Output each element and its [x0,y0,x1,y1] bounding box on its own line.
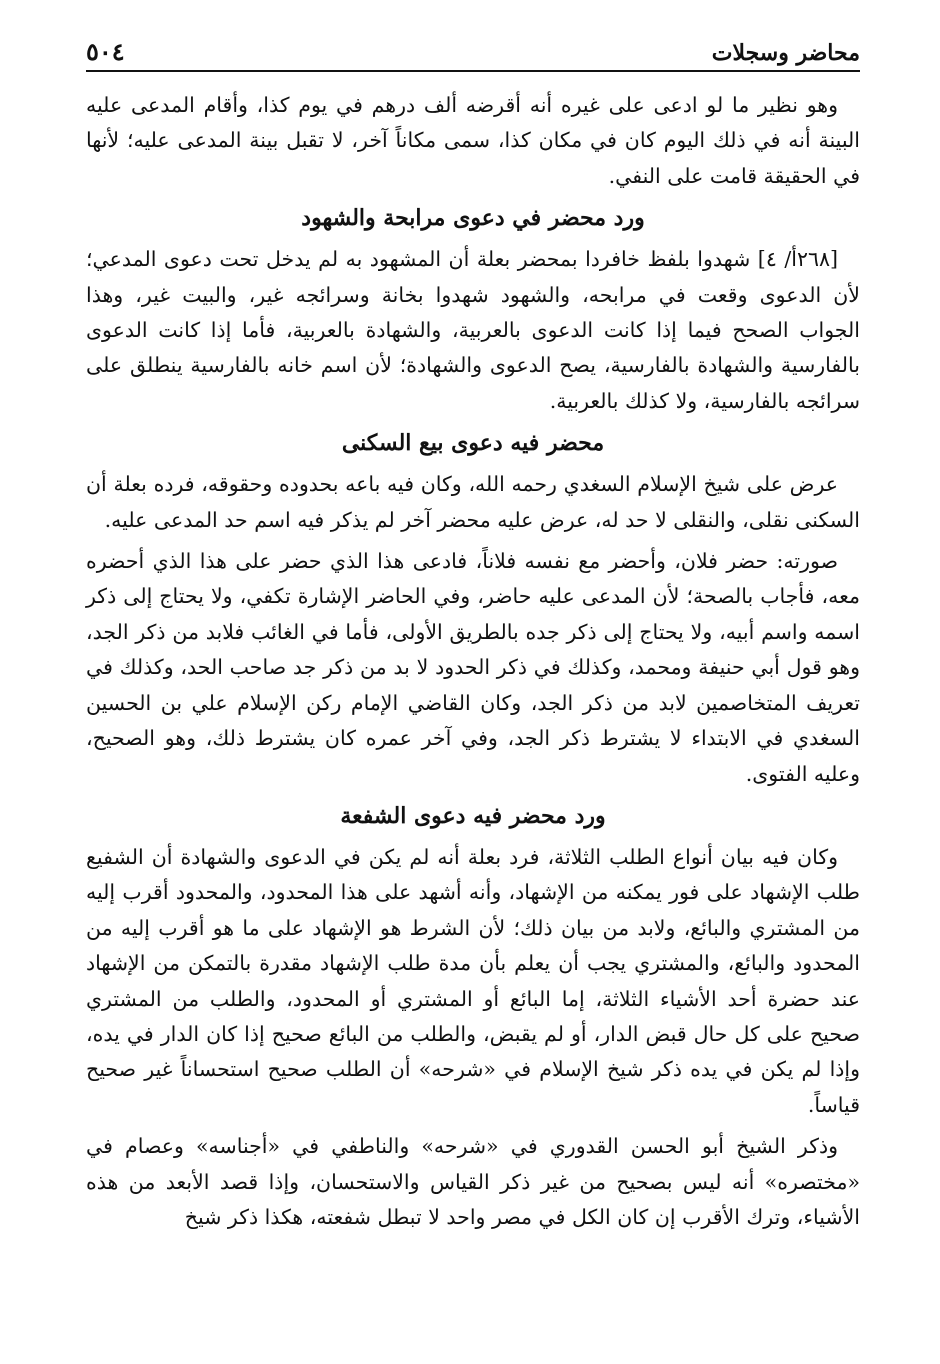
paragraph: وكان فيه بيان أنواع الطلب الثلاثة، فرد بعلة أنه لم يكن في الدعوى والشهادة أن الشفيع طلب الإشهاد على فور يمكنه من الإشهاد، وأنه أشهد على هذا المحدود، والمحدود أقرب إليه من المشتري والبائع، ولابد من بيان ذلك؛ لأن الشرط هو الإشهاد على ما هو أقرب إليه من المحدود والبائع، والمشتري يجب أن يعلم بأن مدة طلب الإشهاد مقدرة بالتمكن من الإشهاد عند حضرة أحد الأشياء الثلاثة، إما البائع أو المشتري أو المحدود، والطلب من المشتري صحيح على كل حال قبض الدار، أو لم يقبض، والطلب من البائع صحيح إذا كان الدار في يده، وإذا لم يكن في يده ذكر شيخ الإسلام في «شرحه» أن الطلب صحيح استحساناً غير صحيح قياساً. [86,844,860,1117]
page-number: ٥٠٤ [86,37,125,66]
paragraph: وهو نظير ما لو ادعى على غيره أنه أقرضه ألف درهم في يوم كذا، وأقام المدعى عليه البينة أنه في ذلك اليوم كان في مكان كذا، سمى مكاناً آخر، لا تقبل بينة المدعى عليه؛ لأنها في الحقيقة قامت على النفي. [86,93,860,188]
section-heading: ورد محضر في دعوى مرابحة والشهود [301,205,645,232]
paragraph: عرض على شيخ الإسلام السغدي رحمه الله، وكان فيه باعه بحدوده وحقوقه، فرده بعلة أن السكنى نقلى، والنقلى لا حد له، عرض عليه محضر آخر لم يذكر فيه اسم حد المدعى عليه. [86,472,860,532]
paragraph: وذكر الشيخ أبو الحسن القدوري في «شرحه» والناطفي في «أجناسه» وعصام في «مختصره» أنه ليس بصحيح من غير ذكر القياس والاستحسان، وإذا قصد الأبعد من هذه الأشياء، وترك الأقرب إن كان الكل في مصر واحد لا تبطل شفعته، هكذا ذكر شيخ [86,1134,860,1229]
running-title: محاضر وسجلات [711,40,860,66]
page-body [86,88,860,1241]
section-heading: محضر فيه دعوى بيع السكنى [341,430,605,457]
page-header [86,26,860,72]
section-heading: ورد محضر فيه دعوى الشفعة [340,802,606,829]
paragraph: صورته: حضر فلان، وأحضر مع نفسه فلاناً، فادعى هذا الذي حضر على هذا الذي أحضره معه، فأجاب بالصحة؛ لأن المدعى عليه حاضر، وفي الحاضر الإشارة تكفي، ولا يحتاج إلى ذكر اسمه واسم أبيه، ولا يحتاج إلى ذكر جده بالطريق الأولى، فأما في الغائب فلابد من ذكر الجد، وهو قول أبي حنيفة ومحمد، وكذلك في ذكر الحدود لا بد من ذكر جد صاحب الحد، وكذلك في تعريف المتخاصمين لابد من ذكر الجد، وكان القاضي الإمام ركن الإسلام علي بن الحسين السغدي في الابتداء لا يشترط ذكر الجد، وفي آخر عمره كان يشترط ذلك، وهو الصحيح، وعليه الفتوى. [86,549,860,786]
paragraph: [٢٦٨أ/ ٤] شهدوا بلفظ خافردا بمحضر بعلة أن المشهود به لم يدخل تحت دعوى المدعي؛ لأن الدعوى وقعت في مرابحه، والشهود شهدوا بخانة وسرائجه غير، والبيت غير، وهذا الجواب الصحح فيما إذا كانت الدعوى بالعربية، والشهادة بالعربية، فأما إذا كانت الدعوى بالفارسية والشهادة بالفارسية، يصح الدعوى والشهادة؛ لأن اسم خانه بالفارسية ينطلق على سرائجه بالفارسية، ولا كذلك بالعربية. [86,247,860,413]
